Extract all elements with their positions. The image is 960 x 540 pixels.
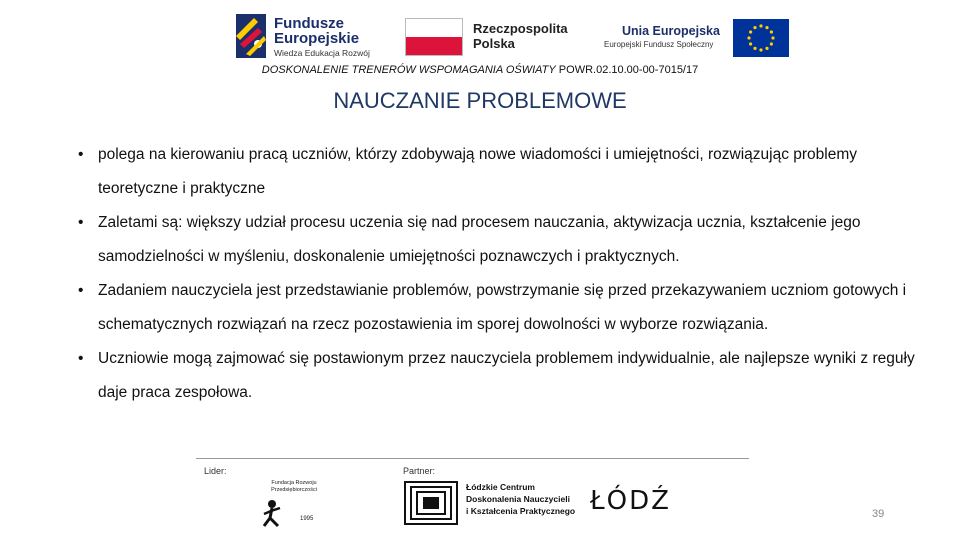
bullet-icon: • [78,282,84,299]
fe-line1: Fundusze [274,15,344,32]
page-number: 39 [872,508,885,520]
partner-logo-icon [404,481,458,525]
bullet-text: Zadaniem nauczyciela jest przedstawianie problemów, powstrzymanie się przed przekazywaniem uczniom gotowych i schematycznych rozwiązań na rzecz pozostawienia im sporej dowolności w wyborze rozwiązania. [98,282,907,333]
slide-title: NAUCZANIE PROBLEMOWE [333,88,627,113]
bullet-icon: • [78,146,84,163]
ue-line2: Europejski Fundusz Społeczny [604,40,714,49]
project-line [0,64,960,76]
rp-line1: Rzeczpospolita [473,21,568,36]
rp-line2: Polska [473,36,515,51]
bullet-item [78,206,918,274]
lider-logo-text: Fundacja Rozwoju Przedsiębiorczości [271,480,317,493]
partner-name-line3: i Kształcenia Praktycznego [466,506,576,516]
bullet-icon: • [78,350,84,367]
eu-flag-icon [733,19,789,57]
poland-flag-icon [405,18,463,56]
partner-name-line1: Łódzkie Centrum [466,482,535,492]
bullet-item [78,342,918,410]
header-logos [0,12,960,62]
bullet-text: Uczniowie mogą zajmować się postawionym przez nauczyciela problemem indywidualnie, ale najlepsze wyniki z reguły daje praca zespołowa. [98,350,915,401]
bullet-item [78,138,918,206]
lodz-logo: ŁÓDŹ [590,486,671,516]
ue-line1: Unia Europejska [622,24,720,38]
footer-divider [196,458,749,459]
bullet-text: Zaletami są: większy udział procesu uczenia się nad procesem nauczania, aktywizacja ucznia, kształcenie jego samodzielności w myśleniu, doskonalenie umiejętności poznawczych i praktycznych. [98,214,861,265]
bullet-list [78,138,918,410]
lider-figure-icon [258,478,328,528]
partner-name [466,481,575,517]
fe-line2: Europejskie [274,30,360,47]
partner-label: Partner: [403,466,436,476]
bullet-icon: • [78,214,84,231]
fe-line3: Wiedza Edukacja Rozwój [274,48,370,58]
fundusze-europejskie-logo [236,14,376,60]
bullet-item [78,274,918,342]
project-code: POWR.02.10.00-00-7015/17 [555,64,699,76]
partner-name-line2: Doskonalenia Nauczycieli [466,494,570,504]
fe-flag-icon [236,14,270,58]
lider-logo-year: 1995 [300,516,314,522]
bullet-text: polega na kierowaniu pracą uczniów, którzy zdobywają nowe wiadomości i umiejętności, rozwiązując problemy teoretyczne i praktyczne [98,146,858,197]
lider-label: Lider: [204,466,227,476]
project-title: DOSKONALENIE TRENERÓW WSPOMAGANIA OŚWIATY [261,64,556,76]
